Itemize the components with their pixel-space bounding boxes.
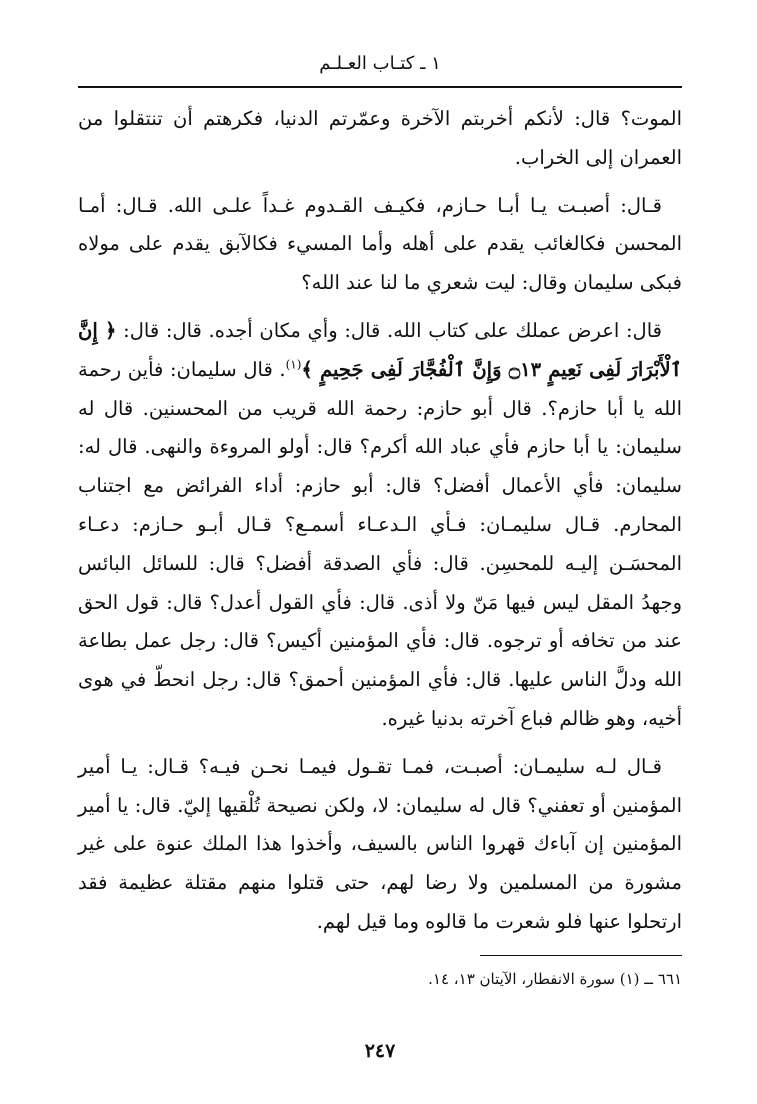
paragraph-with-verse xyxy=(78,312,682,739)
chapter-title: ١ ـ كتـاب العـلـم xyxy=(319,53,441,74)
quran-verse: ﴿ إِنَّ ٱلْأَبْرَارَ لَفِى نَعِيمٍ ۝١٣ وَإِنَّ ٱلْفُجَّارَ لَفِى جَحِيمٍ ﴾ xyxy=(78,318,682,381)
paragraph: الموت؟ قال: لأنكم أخربتم الآخرة وعمّرتم الدنيا، فكرهتم أن تنتقلوا من العمران إلى الخراب. xyxy=(78,107,682,169)
paragraph-text: . قال سليمان: فأين رحمة الله يا أبا حازم؟. قال أبو حازم: رحمة الله قريب من المحسنين. قال له سليمان: يا أبا حازم فأي عباد الله أكرم؟ قال: أولو المروءة والنهى. قال له: سليمان: فأي الأعمال أفضل؟ قال: أبو حازم: أداء الفرائض مع اجتناب المحارم. قـال سليمـان: فـأي الـدعـاء أسمـع؟ قـال أبـو حـازم: دعـاء المحسَـن إليـه للمحسِن. قال: فأي الصدقة أفضل؟ قال: للسائل البائس وجهدُ المقل ليس فيها مَنّ ولا أذى. قال: فأي القول أعدل؟ قال: قول الحق عند من تخافه أو ترجوه. قال: فأي المؤمنين أكيس؟ قال: رجل عمل بطاعة الله ودلَّ الناس عليها. قال: فأي المؤمنين أحمق؟ قال: رجل انحطّ في هوى أخيه، وهو ظالم فباع آخرته بدنيا غيره. xyxy=(78,357,682,730)
paragraph: قـال لـه سليمـان: أصبـت، فمـا تقـول فيمـا نحـن فيـه؟ قـال: يـا أمير المؤمنين أو تعفني؟ قال له سليمان: لا، ولكن نصيحة تُلْقيها إليّ. قال: يا أمير المؤمنين إن آباءك قهروا الناس بالسيف، وأخذوا هذا الملك عنوة على غير مشورة من المسلمين ولا رضا لهم، حتى قتلوا منهم مقتلة عظيمة فقد ارتحلوا عنها فلو شعرت ما قالوه وما قيل لهم. xyxy=(78,754,682,933)
footnote: ٦٦١ ــ (١) سورة الانفطار، الآيتان ١٣، ١٤. xyxy=(428,970,682,988)
footnote-divider xyxy=(480,955,682,956)
header-divider xyxy=(78,86,682,88)
main-text xyxy=(78,100,682,951)
running-header xyxy=(78,44,682,84)
paragraph: قـال: أصبـت يـا أبـا حـازم، فكيـف القـدوم غـداً علـى الله. قـال: أمـا المحسن فكالغائب يقدم على أهله وأما المسيء فكالآبق يقدم على مولاه فبكى سليمان وقال: ليت شعري ما لنا عند الله؟ xyxy=(78,193,682,295)
page-number: ٢٤٧ xyxy=(364,1040,396,1062)
paragraph-text: قال: اعرض عملك على كتاب الله. قال: وأي مكان أجده. قال: قال: xyxy=(123,318,662,342)
footnote-marker: (١) xyxy=(285,357,302,372)
